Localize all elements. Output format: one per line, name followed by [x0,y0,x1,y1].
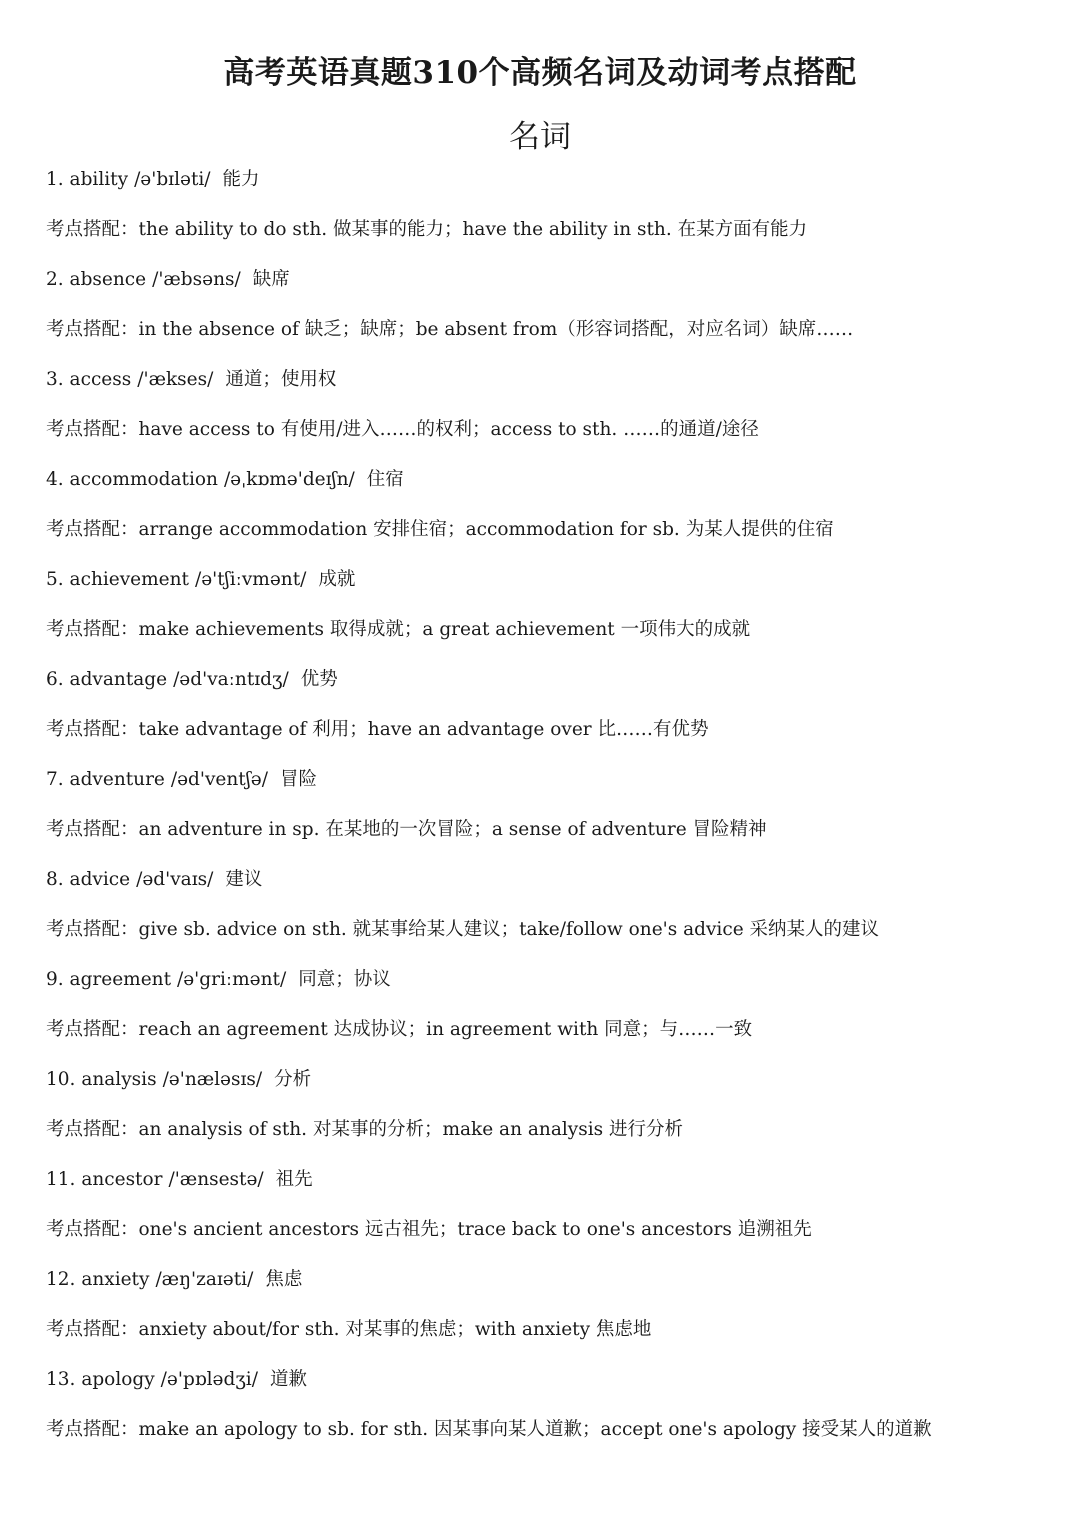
entry-word: adventure [69,769,165,790]
entry-number: 9. [46,969,64,990]
entry-phonetic: /ə'næləsɪs/ [162,1069,263,1090]
entry-phonetic: /'æbsəns/ [152,269,241,290]
entry-number: 13. [46,1369,76,1390]
entry-word: analysis [81,1069,157,1090]
entry-meaning: 道歉 [269,1369,307,1390]
entry-phonetic: /ə'tʃiːvmənt/ [194,569,307,590]
collocation-label: 考点搭配： [46,1219,139,1240]
collocation-label: 考点搭配： [46,519,139,540]
entry-ability [46,160,1046,260]
entry-headword [46,660,1046,710]
entry-number: 3. [46,369,64,390]
entry-meaning: 通道；使用权 [225,369,337,390]
entry-headword [46,1260,1046,1310]
collocation-label: 考点搭配： [46,1319,139,1340]
entry-word: anxiety [81,1269,150,1290]
document-title: 高考英语真题310个高频名词及动词考点搭配 [223,55,857,91]
collocation-text: in the absence of 缺乏；缺席；be absent from（形容词搭配，对应名词）缺席…… [138,319,854,340]
entry-advice [46,860,1046,960]
entry-headword [46,1360,1046,1410]
collocation-label: 考点搭配： [46,1019,139,1040]
collocation-text: an adventure in sp. 在某地的一次冒险；a sense of adventure 冒险精神 [138,819,767,840]
entry-word: ability [69,169,129,190]
entry-list [46,160,1046,1460]
entry-phonetic: /əd'vaːntɪdʒ/ [173,669,289,690]
entry-phonetic: /ə'pɒlədʒi/ [160,1369,258,1390]
entry-accommodation [46,460,1046,560]
entry-collocation [46,610,1046,660]
entry-meaning: 成就 [318,569,356,590]
collocation-text: give sb. advice on sth. 就某事给某人建议；take/follow one's advice 采纳某人的建议 [138,919,880,940]
entry-meaning: 缺席 [252,269,290,290]
entry-number: 6. [46,669,64,690]
entry-phonetic: /əˌkɒmə'deɪʃn/ [223,469,355,490]
entry-word: achievement [69,569,189,590]
collocation-text: one's ancient ancestors 远古祖先；trace back to one's ancestors 追溯祖先 [138,1219,812,1240]
collocation-text: make achievements 取得成就；a great achievement 一项伟大的成就 [138,619,751,640]
entry-headword [46,260,1046,310]
entry-meaning: 优势 [300,669,338,690]
entry-collocation [46,210,1046,260]
collocation-text: reach an agreement 达成协议；in agreement with 同意；与……一致 [138,1019,753,1040]
entry-advantage [46,660,1046,760]
entry-word: agreement [69,969,171,990]
entry-meaning: 建议 [225,869,263,890]
entry-phonetic: /ə'bɪləti/ [134,169,211,190]
entry-word: accommodation [69,469,218,490]
entry-achievement [46,560,1046,660]
entry-anxiety [46,1260,1046,1360]
collocation-label: 考点搭配： [46,619,139,640]
collocation-label: 考点搭配： [46,719,139,740]
collocation-label: 考点搭配： [46,819,139,840]
entry-phonetic: /əd'ventʃə/ [170,769,268,790]
entry-number: 1. [46,169,64,190]
entry-headword [46,360,1046,410]
entry-meaning: 焦虑 [265,1269,303,1290]
entry-number: 7. [46,769,64,790]
entry-collocation [46,910,1046,960]
entry-headword [46,1060,1046,1110]
entry-meaning: 祖先 [275,1169,313,1190]
entry-collocation [46,1410,1046,1460]
entry-collocation [46,710,1046,760]
entry-number: 5. [46,569,64,590]
entry-collocation [46,310,1046,360]
entry-phonetic: /əd'vaɪs/ [136,869,214,890]
entry-collocation [46,1010,1046,1060]
entry-collocation [46,1310,1046,1360]
entry-word: ancestor [81,1169,163,1190]
entry-collocation [46,410,1046,460]
entry-number: 11. [46,1169,76,1190]
entry-collocation [46,1110,1046,1160]
entry-meaning: 能力 [222,169,260,190]
entry-word: apology [81,1369,155,1390]
entry-word: advice [69,869,131,890]
section-heading: 名词 [509,119,571,155]
entry-number: 2. [46,269,64,290]
entry-meaning: 同意；协议 [298,969,391,990]
collocation-label: 考点搭配： [46,1119,139,1140]
collocation-text: take advantage of 利用；have an advantage over 比……有优势 [138,719,709,740]
entry-collocation [46,810,1046,860]
entry-headword [46,560,1046,610]
collocation-text: anxiety about/for sth. 对某事的焦虑；with anxiety 焦虑地 [138,1319,652,1340]
entry-headword [46,960,1046,1010]
entry-analysis [46,1060,1046,1160]
collocation-text: the ability to do sth. 做某事的能力；have the ability in sth. 在某方面有能力 [138,219,808,240]
entry-absence [46,260,1046,360]
entry-headword [46,760,1046,810]
entry-number: 12. [46,1269,76,1290]
entry-number: 4. [46,469,64,490]
entry-ancestor [46,1160,1046,1260]
entry-phonetic: /ə'griːmənt/ [177,969,287,990]
entry-collocation [46,510,1046,560]
entry-number: 8. [46,869,64,890]
entry-headword [46,460,1046,510]
entry-access [46,360,1046,460]
collocation-label: 考点搭配： [46,219,139,240]
collocation-label: 考点搭配： [46,319,139,340]
entry-collocation [46,1210,1046,1260]
entry-word: advantage [69,669,168,690]
entry-agreement [46,960,1046,1060]
entry-headword [46,860,1046,910]
entry-phonetic: /'ækses/ [137,369,214,390]
collocation-text: arrange accommodation 安排住宿；accommodation for sb. 为某人提供的住宿 [138,519,834,540]
entry-number: 10. [46,1069,76,1090]
entry-headword [46,1160,1046,1210]
collocation-text: have access to 有使用/进入……的权利；access to sth. ……的通道/途径 [138,419,759,440]
entry-adventure [46,760,1046,860]
collocation-text: make an apology to sb. for sth. 因某事向某人道歉；accept one's apology 接受某人的道歉 [138,1419,932,1440]
collocation-label: 考点搭配： [46,1419,139,1440]
entry-phonetic: /æŋ'zaɪəti/ [155,1269,254,1290]
entry-meaning: 冒险 [279,769,317,790]
entry-meaning: 分析 [274,1069,312,1090]
entry-word: access [69,369,132,390]
collocation-text: an analysis of sth. 对某事的分析；make an analysis 进行分析 [138,1119,684,1140]
entry-meaning: 住宿 [366,469,404,490]
entry-phonetic: /'ænsestə/ [168,1169,264,1190]
collocation-label: 考点搭配： [46,919,139,940]
entry-apology [46,1360,1046,1460]
entry-word: absence [69,269,147,290]
collocation-label: 考点搭配： [46,419,139,440]
entry-headword [46,160,1046,210]
